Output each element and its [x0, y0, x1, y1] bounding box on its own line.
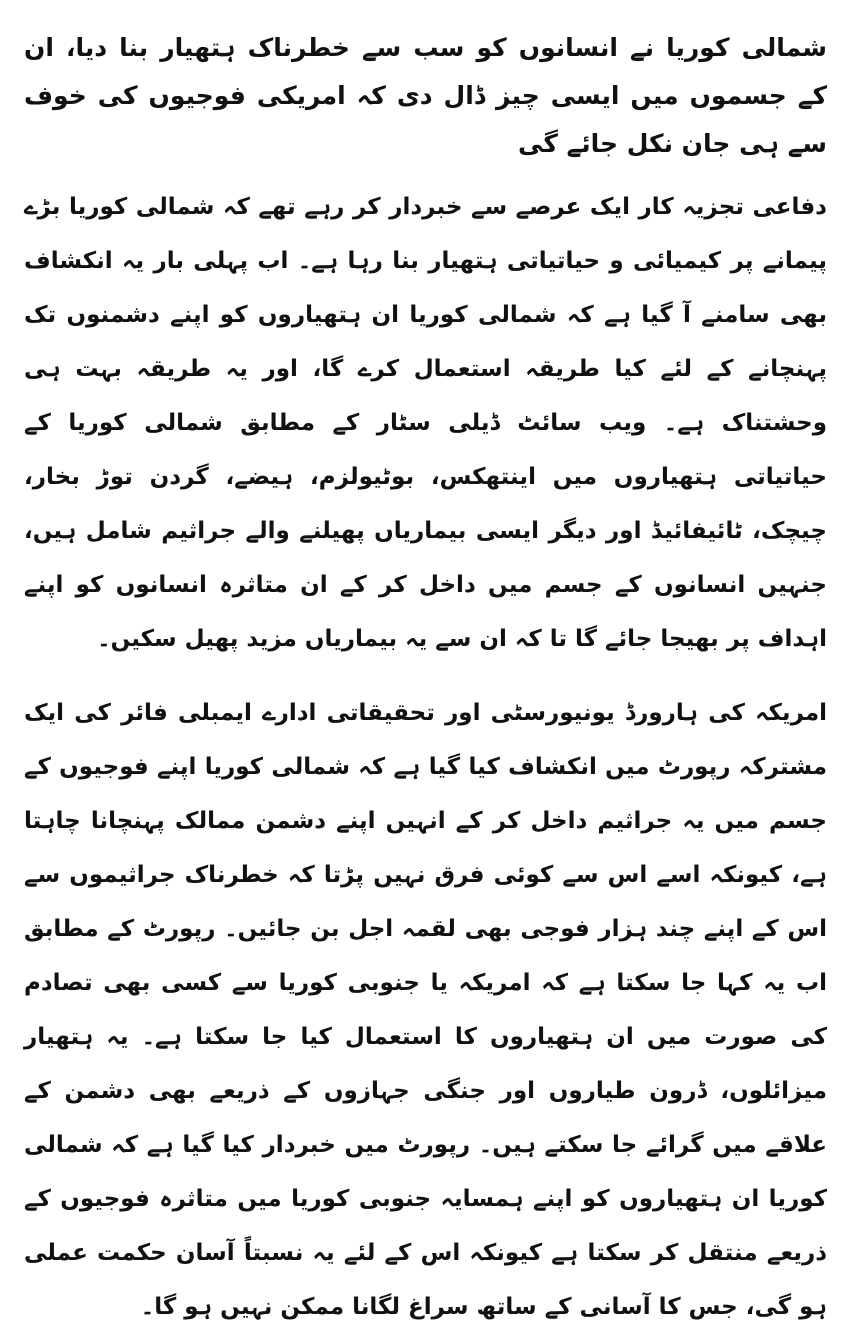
- article-paragraph-1: دفاعی تجزیہ کار ایک عرصے سے خبردار کر رہے تھے کہ شمالی کوریا بڑے پیمانے پر کیمیائی و حیاتیاتی ہتھیار بنا رہا ہے۔ اب پہلی بار یہ انکشاف بھی سامنے آ گیا ہے کہ شمالی کوریا ان ہتھیاروں کو اپنے دشمنوں تک پہنچانے کے لئے کیا طریقہ استعمال کرے گا، اور یہ طریقہ بہت ہی وحشتناک ہے۔ ویب سائٹ ڈیلی سٹار کے مطابق شمالی کوریا کے حیاتیاتی ہتھیاروں میں اینتھکس، بوٹیولزم، ہیضے، گردن توڑ بخار، چیچک، ٹائیفائیڈ اور دیگر ایسی بیماریاں پھیلنے والے جراثیم شامل ہیں، جنہیں انسانوں کے جسم میں داخل کر کے ان متاثرہ انسانوں کو اپنے اہداف پر بھیجا جائے گا تا کہ ان سے یہ بیماریاں مزید پھیل سکیں۔: [24, 194, 827, 652]
- article-paragraph-2: امریکہ کی ہارورڈ یونیورسٹی اور تحقیقاتی ادارے ایمبلی فائر کی ایک مشترکہ رپورٹ میں انکشاف کیا گیا ہے کہ شمالی کوریا اپنے فوجیوں کے جسم میں یہ جراثیم داخل کر کے انہیں اپنے دشمن ممالک پہنچانا چاہتا ہے، کیونکہ اسے اس سے کوئی فرق نہیں پڑتا کہ خطرناک جراثیموں سے اس کے اپنے چند ہزار فوجی بھی لقمہ اجل بن جائیں۔ رپورٹ کے مطابق اب یہ کہا جا سکتا ہے کہ امریکہ یا جنوبی کوریا سے کسی بھی تصادم کی صورت میں ان ہتھیاروں کا استعمال کیا جا سکتا ہے۔ یہ ہتھیار میزائلوں، ڈرون طیاروں اور جنگی جہازوں کے ذریعے بھی دشمن کے علاقے میں گرائے جا سکتے ہیں۔ رپورٹ میں خبردار کیا گیا ہے کہ شمالی کوریا ان ہتھیاروں کو اپنے ہمسایہ جنوبی کوریا میں متاثرہ فوجیوں کے ذریعے منتقل کر سکتا ہے کیونکہ اس کے لئے یہ نسبتاً آسان حکمت عملی ہو گی، جس کا آسانی کے ساتھ سراغ لگانا ممکن نہیں ہو گا۔: [24, 700, 827, 1320]
- article-headline: شمالی کوریا نے انسانوں کو سب سے خطرناک ہتھیار بنا دیا، ان کے جسموں میں ایسی چیز ڈال دی کہ امریکی فوجیوں کی خوف سے ہی جان نکل جائے گی: [24, 33, 827, 158]
